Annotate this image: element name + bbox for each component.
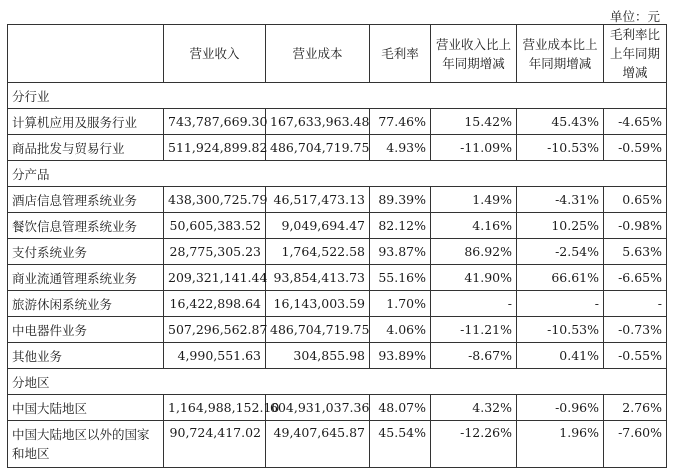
cell-cost-change: 45.43% xyxy=(517,109,604,135)
cell-margin: 4.06% xyxy=(370,317,431,343)
cell-margin: 48.07% xyxy=(370,395,431,421)
header-revenue: 营业收入 xyxy=(164,25,266,83)
header-margin-change: 毛利率比上年同期增减 xyxy=(604,25,667,83)
cell-cost: 16,143,003.59 xyxy=(266,291,370,317)
cell-revenue-change: 4.16% xyxy=(431,213,517,239)
unit-label: 单位：元 xyxy=(609,9,660,24)
cell-cost: 486,704,719.75 xyxy=(266,135,370,161)
cell-cost-change: 1.96% xyxy=(517,421,604,468)
cell-revenue: 507,296,562.87 xyxy=(164,317,266,343)
cell-revenue-change: -8.67% xyxy=(431,343,517,369)
section-title: 分行业 xyxy=(8,83,667,109)
table-row xyxy=(8,187,667,213)
table-row xyxy=(8,239,667,265)
header-margin: 毛利率 xyxy=(370,25,431,83)
cell-revenue: 438,300,725.79 xyxy=(164,187,266,213)
cell-margin: 82.12% xyxy=(370,213,431,239)
cell-revenue-change: 86.92% xyxy=(431,239,517,265)
row-name: 旅游休闲系统业务 xyxy=(8,291,164,317)
section-title: 分地区 xyxy=(8,369,667,395)
cell-revenue-change: 4.32% xyxy=(431,395,517,421)
cell-revenue: 209,321,141.44 xyxy=(164,265,266,291)
row-name: 其他业务 xyxy=(8,343,164,369)
cell-margin-change: 0.65% xyxy=(604,187,667,213)
cell-margin-change: -4.65% xyxy=(604,109,667,135)
table-row xyxy=(8,135,667,161)
cell-margin-change: - xyxy=(604,291,667,317)
cell-revenue: 16,422,898.64 xyxy=(164,291,266,317)
financial-table xyxy=(7,24,667,468)
cell-cost: 604,931,037.36 xyxy=(266,395,370,421)
cell-margin: 93.89% xyxy=(370,343,431,369)
cell-revenue: 4,990,551.63 xyxy=(164,343,266,369)
cell-cost-change: -2.54% xyxy=(517,239,604,265)
cell-cost-change: 0.41% xyxy=(517,343,604,369)
table-row xyxy=(8,265,667,291)
cell-cost-change: -0.96% xyxy=(517,395,604,421)
row-name: 中国大陆地区 xyxy=(8,395,164,421)
header-row xyxy=(8,25,667,83)
row-name: 酒店信息管理系统业务 xyxy=(8,187,164,213)
header-cost: 营业成本 xyxy=(266,25,370,83)
row-name: 中国大陆地区以外的国家和地区 xyxy=(8,421,164,468)
cell-cost: 167,633,963.48 xyxy=(266,109,370,135)
header-cost-change: 营业成本比上年同期增减 xyxy=(517,25,604,83)
table-row xyxy=(8,213,667,239)
row-name: 餐饮信息管理系统业务 xyxy=(8,213,164,239)
cell-revenue: 1,164,988,152.10 xyxy=(164,395,266,421)
cell-revenue: 743,787,669.30 xyxy=(164,109,266,135)
table-row xyxy=(8,317,667,343)
cell-margin-change: 2.76% xyxy=(604,395,667,421)
cell-cost: 304,855.98 xyxy=(266,343,370,369)
table-row xyxy=(8,395,667,421)
cell-margin: 1.70% xyxy=(370,291,431,317)
cell-cost-change: 66.61% xyxy=(517,265,604,291)
cell-revenue-change: -12.26% xyxy=(431,421,517,468)
cell-margin-change: -0.55% xyxy=(604,343,667,369)
cell-revenue: 28,775,305.23 xyxy=(164,239,266,265)
cell-cost: 46,517,473.13 xyxy=(266,187,370,213)
cell-cost: 49,407,645.87 xyxy=(266,421,370,468)
cell-margin-change: -7.60% xyxy=(604,421,667,468)
cell-cost-change: -4.31% xyxy=(517,187,604,213)
cell-cost: 1,764,522.58 xyxy=(266,239,370,265)
cell-margin: 93.87% xyxy=(370,239,431,265)
header-revenue-change: 营业收入比上年同期增减 xyxy=(431,25,517,83)
header-empty xyxy=(8,25,164,83)
row-name: 商业流通管理系统业务 xyxy=(8,265,164,291)
cell-revenue: 50,605,383.52 xyxy=(164,213,266,239)
table-row xyxy=(8,291,667,317)
row-name: 商品批发与贸易行业 xyxy=(8,135,164,161)
cell-cost: 9,049,694.47 xyxy=(266,213,370,239)
row-name: 计算机应用及服务行业 xyxy=(8,109,164,135)
cell-cost: 93,854,413.73 xyxy=(266,265,370,291)
cell-margin: 4.93% xyxy=(370,135,431,161)
cell-revenue-change: - xyxy=(431,291,517,317)
cell-revenue-change: 15.42% xyxy=(431,109,517,135)
cell-margin-change: -0.59% xyxy=(604,135,667,161)
cell-cost-change: -10.53% xyxy=(517,317,604,343)
cell-revenue-change: 1.49% xyxy=(431,187,517,213)
cell-margin: 45.54% xyxy=(370,421,431,468)
cell-margin-change: -0.98% xyxy=(604,213,667,239)
section-row-industry xyxy=(8,83,667,109)
section-title: 分产品 xyxy=(8,161,667,187)
cell-margin: 77.46% xyxy=(370,109,431,135)
cell-revenue-change: -11.09% xyxy=(431,135,517,161)
table-row xyxy=(8,421,667,468)
section-row-product xyxy=(8,161,667,187)
cell-revenue: 90,724,417.02 xyxy=(164,421,266,468)
cell-cost-change: -10.53% xyxy=(517,135,604,161)
cell-cost-change: 10.25% xyxy=(517,213,604,239)
section-row-region xyxy=(8,369,667,395)
cell-margin-change: -6.65% xyxy=(604,265,667,291)
cell-cost: 486,704,719.75 xyxy=(266,317,370,343)
cell-revenue: 511,924,899.82 xyxy=(164,135,266,161)
cell-margin: 89.39% xyxy=(370,187,431,213)
table-row xyxy=(8,343,667,369)
cell-margin-change: -0.73% xyxy=(604,317,667,343)
cell-revenue-change: 41.90% xyxy=(431,265,517,291)
row-name: 支付系统业务 xyxy=(8,239,164,265)
cell-revenue-change: -11.21% xyxy=(431,317,517,343)
table-row xyxy=(8,109,667,135)
cell-margin-change: 5.63% xyxy=(604,239,667,265)
cell-cost-change: - xyxy=(517,291,604,317)
row-name: 中电器件业务 xyxy=(8,317,164,343)
cell-margin: 55.16% xyxy=(370,265,431,291)
